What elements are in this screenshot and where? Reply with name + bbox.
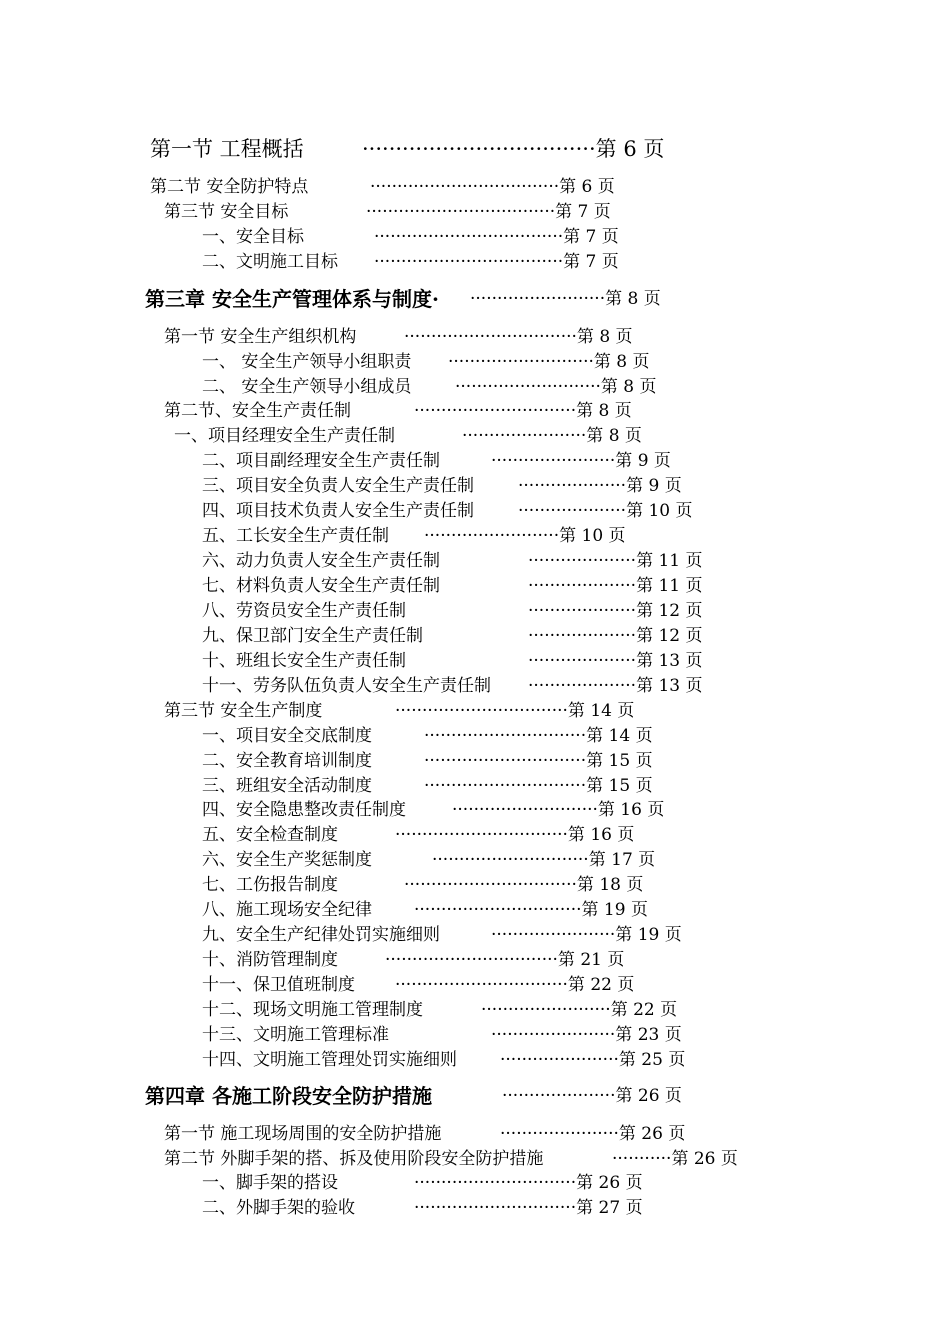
dot-leader: ······························ [414, 1173, 577, 1193]
toc-entry [164, 700, 635, 722]
toc-entry-title: 二、项目副经理安全生产责任制 [202, 451, 440, 471]
dot-leader: ······················ [500, 1124, 619, 1144]
toc-entry-leader [424, 775, 653, 797]
toc-entry-leader [374, 251, 619, 273]
toc-entry-title: 十、消防管理制度 [202, 950, 338, 970]
toc-entry-page-number: 第 17 页 [588, 850, 656, 870]
toc-entry-leader [374, 226, 619, 248]
toc-entry-leader [414, 1172, 643, 1194]
toc-entry [164, 326, 633, 348]
toc-entry-title: 一、 安全生产领导小组职责 [202, 352, 412, 372]
dot-leader: ··································· [362, 137, 596, 161]
toc-entry-page-number: 第 22 页 [567, 975, 635, 995]
toc-entry-title: 四、安全隐患整改责任制度 [202, 800, 406, 820]
dot-leader: ··························· [452, 800, 598, 820]
dot-leader: ································ [395, 701, 568, 721]
toc-entry-title: 十三、文明施工管理标准 [202, 1025, 389, 1045]
toc-entry [202, 725, 653, 747]
dot-leader: ···················· [518, 501, 627, 521]
toc-entry-leader [414, 1197, 643, 1219]
toc-entry-leader [470, 288, 661, 310]
dot-leader: ··························· [455, 377, 601, 397]
toc-entry-leader [528, 650, 703, 672]
dot-leader: ··········· [612, 1149, 672, 1169]
toc-entry-leader [424, 525, 626, 547]
toc-entry-title: 一、项目经理安全生产责任制 [174, 426, 395, 446]
toc-entry [202, 1049, 686, 1071]
toc-entry-leader [491, 450, 671, 472]
toc-entry-title: 第一节 安全生产组织机构 [164, 327, 357, 347]
toc-entry-leader [414, 899, 648, 921]
toc-entry-page-number: 第 11 页 [636, 551, 703, 571]
toc-entry-page-number: 第 7 页 [555, 202, 611, 222]
dot-leader: ························· [470, 289, 606, 309]
dot-leader: ······························ [424, 751, 587, 771]
toc-entry-page-number: 第 7 页 [563, 252, 619, 272]
toc-entry-page-number: 第 11 页 [636, 576, 703, 596]
toc-entry-title: 二、安全教育培训制度 [202, 751, 372, 771]
dot-leader: ···················· [528, 576, 637, 596]
toc-entry-title: 第二节 外脚手架的搭、拆及使用阶段安全防护措施 [164, 1149, 544, 1169]
toc-entry-leader [528, 675, 703, 697]
toc-entry-page-number: 第 27 页 [576, 1198, 643, 1218]
toc-entry [202, 1024, 682, 1046]
toc-entry-leader [414, 400, 632, 422]
toc-entry [202, 525, 626, 547]
toc-entry-page-number: 第 23 页 [615, 1025, 682, 1045]
dot-leader: ······························ [424, 726, 587, 746]
toc-entry-leader [502, 1085, 682, 1107]
toc-entry-page-number: 第 26 页 [615, 1086, 682, 1106]
toc-entry [202, 625, 703, 647]
toc-entry-page-number: 第 21 页 [557, 950, 625, 970]
toc-entry-title: 第四章 各施工阶段安全防护措施 [145, 1084, 432, 1108]
dot-leader: ··································· [366, 202, 556, 222]
toc-entry-leader [424, 725, 653, 747]
toc-entry-page-number: 第 7 页 [563, 227, 619, 247]
toc-entry-page-number: 第 26 页 [576, 1173, 643, 1193]
toc-entry-title: 一、脚手架的搭设 [202, 1173, 338, 1193]
toc-entry-page-number: 第 8 页 [593, 352, 650, 372]
toc-entry-title: 五、安全检查制度 [202, 825, 338, 845]
toc-entry-title: 八、劳资员安全生产责任制 [202, 601, 406, 621]
toc-entry [150, 176, 615, 198]
toc-entry [150, 137, 665, 161]
toc-entry-page-number: 第 8 页 [576, 327, 633, 347]
toc-entry-page-number: 第 14 页 [586, 726, 653, 746]
toc-entry-leader [395, 824, 634, 846]
toc-entry-title: 四、项目技术负责人安全生产责任制 [202, 501, 474, 521]
dot-leader: ···················· [528, 651, 637, 671]
toc-entry [164, 1148, 738, 1170]
toc-entry-title: 十一、保卫值班制度 [202, 975, 355, 995]
toc-entry-leader [481, 999, 677, 1021]
toc-entry [202, 550, 703, 572]
toc-entry-leader [452, 799, 664, 821]
toc-entry [202, 899, 648, 921]
toc-entry [202, 750, 653, 772]
toc-entry-page-number: 第 19 页 [581, 900, 648, 920]
toc-entry-leader [528, 575, 703, 597]
toc-entry [202, 799, 665, 821]
dot-leader: ································ [385, 950, 558, 970]
toc-entry-leader [612, 1148, 738, 1170]
toc-entry-page-number: 第 16 页 [597, 800, 665, 820]
toc-entry-title: 第三节 安全生产制度 [164, 701, 323, 721]
toc-entry-leader [518, 475, 682, 497]
dot-leader: ······················· [491, 925, 616, 945]
toc-entry-page-number: 第 9 页 [615, 451, 671, 471]
toc-entry-leader [500, 1123, 685, 1145]
toc-entry-page-number: 第 8 页 [600, 377, 657, 397]
toc-entry-page-number: 第 15 页 [586, 776, 653, 796]
toc-entry-leader [491, 924, 682, 946]
toc-entry-title: 一、项目安全交底制度 [202, 726, 372, 746]
toc-entry [202, 450, 671, 472]
toc-entry-leader [462, 425, 642, 447]
toc-entry-title: 第一节 工程概括 [150, 137, 304, 161]
dot-leader: ···················· [518, 476, 627, 496]
toc-entry-title: 二、 安全生产领导小组成员 [202, 377, 412, 397]
dot-leader: ································ [404, 875, 577, 895]
dot-leader: ····························· [432, 850, 589, 870]
toc-entry [202, 1172, 643, 1194]
toc-entry-leader [424, 750, 653, 772]
toc-entry [145, 287, 661, 311]
toc-entry-leader [366, 201, 611, 223]
toc-entry-page-number: 第 12 页 [636, 601, 703, 621]
toc-entry [202, 226, 619, 248]
toc-entry [164, 400, 632, 422]
toc-entry-leader [395, 700, 634, 722]
toc-entry-title: 十一、劳务队伍负责人安全生产责任制 [202, 676, 491, 696]
toc-entry [202, 824, 635, 846]
toc-entry [202, 999, 678, 1021]
toc-entry-page-number: 第 26 页 [671, 1149, 738, 1169]
dot-leader: ······························ [424, 776, 587, 796]
toc-entry-title: 九、保卫部门安全生产责任制 [202, 626, 423, 646]
toc-entry-page-number: 第 13 页 [636, 651, 703, 671]
toc-entry-page-number: 第 8 页 [586, 426, 642, 446]
toc-entry [202, 775, 653, 797]
toc-entry [202, 376, 657, 398]
toc-entry-leader [500, 1049, 685, 1071]
toc-entry [202, 874, 644, 896]
dot-leader: ······················ [500, 1050, 619, 1070]
toc-entry [202, 251, 619, 273]
toc-entry-page-number: 第 6 页 [559, 177, 615, 197]
toc-entry-title: 第一节 施工现场周围的安全防护措施 [164, 1124, 442, 1144]
toc-entry [202, 1197, 643, 1219]
toc-entry-title: 三、班组安全活动制度 [202, 776, 372, 796]
toc-entry-title: 九、安全生产纪律处罚实施细则 [202, 925, 440, 945]
toc-entry-leader [448, 351, 650, 373]
toc-entry-leader [385, 949, 624, 971]
dot-leader: ····················· [502, 1086, 616, 1106]
toc-entry [202, 849, 656, 871]
dot-leader: ······················· [462, 426, 587, 446]
toc-entry-page-number: 第 10 页 [626, 501, 693, 521]
dot-leader: ··························· [448, 352, 594, 372]
toc-entry-page-number: 第 8 页 [576, 401, 632, 421]
toc-entry-page-number: 第 13 页 [636, 676, 703, 696]
toc-entry [164, 1123, 686, 1145]
dot-leader: ···················· [528, 551, 637, 571]
toc-entry [164, 201, 611, 223]
dot-leader: ······························ [414, 401, 577, 421]
toc-entry [202, 351, 650, 373]
dot-leader: ································ [404, 327, 577, 347]
toc-entry-page-number: 第 10 页 [559, 526, 626, 546]
toc-entry [202, 575, 703, 597]
dot-leader: ························ [481, 1000, 611, 1020]
dot-leader: ···················· [528, 601, 637, 621]
toc-entry-title: 八、施工现场安全纪律 [202, 900, 372, 920]
toc-entry [202, 650, 703, 672]
dot-leader: ······························ [414, 1198, 577, 1218]
toc-entry-page-number: 第 18 页 [576, 875, 644, 895]
toc-entry [202, 675, 703, 697]
toc-entry-page-number: 第 26 页 [618, 1124, 686, 1144]
dot-leader: ···················· [528, 626, 637, 646]
dot-leader: ··································· [374, 252, 564, 272]
toc-entry-page-number: 第 9 页 [626, 476, 682, 496]
toc-entry-title: 一、安全目标 [202, 227, 304, 247]
toc-entry-leader [404, 874, 643, 896]
toc-entry-page-number: 第 16 页 [567, 825, 635, 845]
toc-entry-leader [455, 376, 657, 398]
toc-entry-title: 三、项目安全负责人安全生产责任制 [202, 476, 474, 496]
toc-entry-leader [395, 974, 634, 996]
toc-entry-leader [362, 138, 664, 160]
toc-entry [202, 475, 682, 497]
toc-entry-title: 五、工长安全生产责任制 [202, 526, 389, 546]
dot-leader: ······················· [491, 1025, 616, 1045]
dot-leader: ································ [395, 825, 568, 845]
toc-entry-title: 六、动力负责人安全生产责任制 [202, 551, 440, 571]
dot-leader: ······························· [414, 900, 582, 920]
toc-entry-page-number: 第 15 页 [586, 751, 653, 771]
toc-entry-page-number: 第 22 页 [610, 1000, 678, 1020]
toc-entry-title: 十四、文明施工管理处罚实施细则 [202, 1050, 457, 1070]
toc-entry-page-number: 第 14 页 [567, 701, 635, 721]
toc-entry [202, 949, 625, 971]
toc-entry-leader [528, 550, 703, 572]
toc-entry [145, 1084, 682, 1108]
toc-entry-leader [404, 326, 633, 348]
toc-entry [202, 924, 682, 946]
toc-entry-leader [432, 849, 655, 871]
toc-entry-title: 二、文明施工目标 [202, 252, 338, 272]
dot-leader: ······················· [491, 451, 616, 471]
toc-entry-title: 六、安全生产奖惩制度 [202, 850, 372, 870]
dot-leader: ························· [424, 526, 560, 546]
toc-entry-page-number: 第 6 页 [595, 137, 665, 161]
toc-entry-title: 七、工伤报告制度 [202, 875, 338, 895]
dot-leader: ··································· [370, 177, 560, 197]
toc-entry-leader [491, 1024, 682, 1046]
toc-entry [202, 500, 693, 522]
toc-entry-page-number: 第 25 页 [618, 1050, 686, 1070]
toc-entry-leader [518, 500, 693, 522]
toc-entry-title: 七、材料负责人安全生产责任制 [202, 576, 440, 596]
toc-entry-title: 二、外脚手架的验收 [202, 1198, 355, 1218]
toc-entry-title: 第三章 安全生产管理体系与制度· [145, 287, 439, 311]
dot-leader: ································ [395, 975, 568, 995]
toc-entry-page-number: 第 19 页 [615, 925, 682, 945]
toc-entry [202, 974, 635, 996]
toc-entry [174, 425, 642, 447]
toc-entry-page-number: 第 8 页 [605, 289, 661, 309]
toc-entry-title: 第二节 安全防护特点 [150, 177, 309, 197]
toc-entry-title: 十二、现场文明施工管理制度 [202, 1000, 423, 1020]
dot-leader: ··································· [374, 227, 564, 247]
toc-entry-leader [528, 625, 703, 647]
toc-entry-leader [370, 176, 615, 198]
toc-entry-page-number: 第 12 页 [636, 626, 703, 646]
toc-entry-title: 第二节、安全生产责任制 [164, 401, 351, 421]
toc-entry-leader [528, 600, 703, 622]
toc-entry-title: 第三节 安全目标 [164, 202, 289, 222]
toc-entry [202, 600, 703, 622]
toc-entry-title: 十、班组长安全生产责任制 [202, 651, 406, 671]
dot-leader: ···················· [528, 676, 637, 696]
